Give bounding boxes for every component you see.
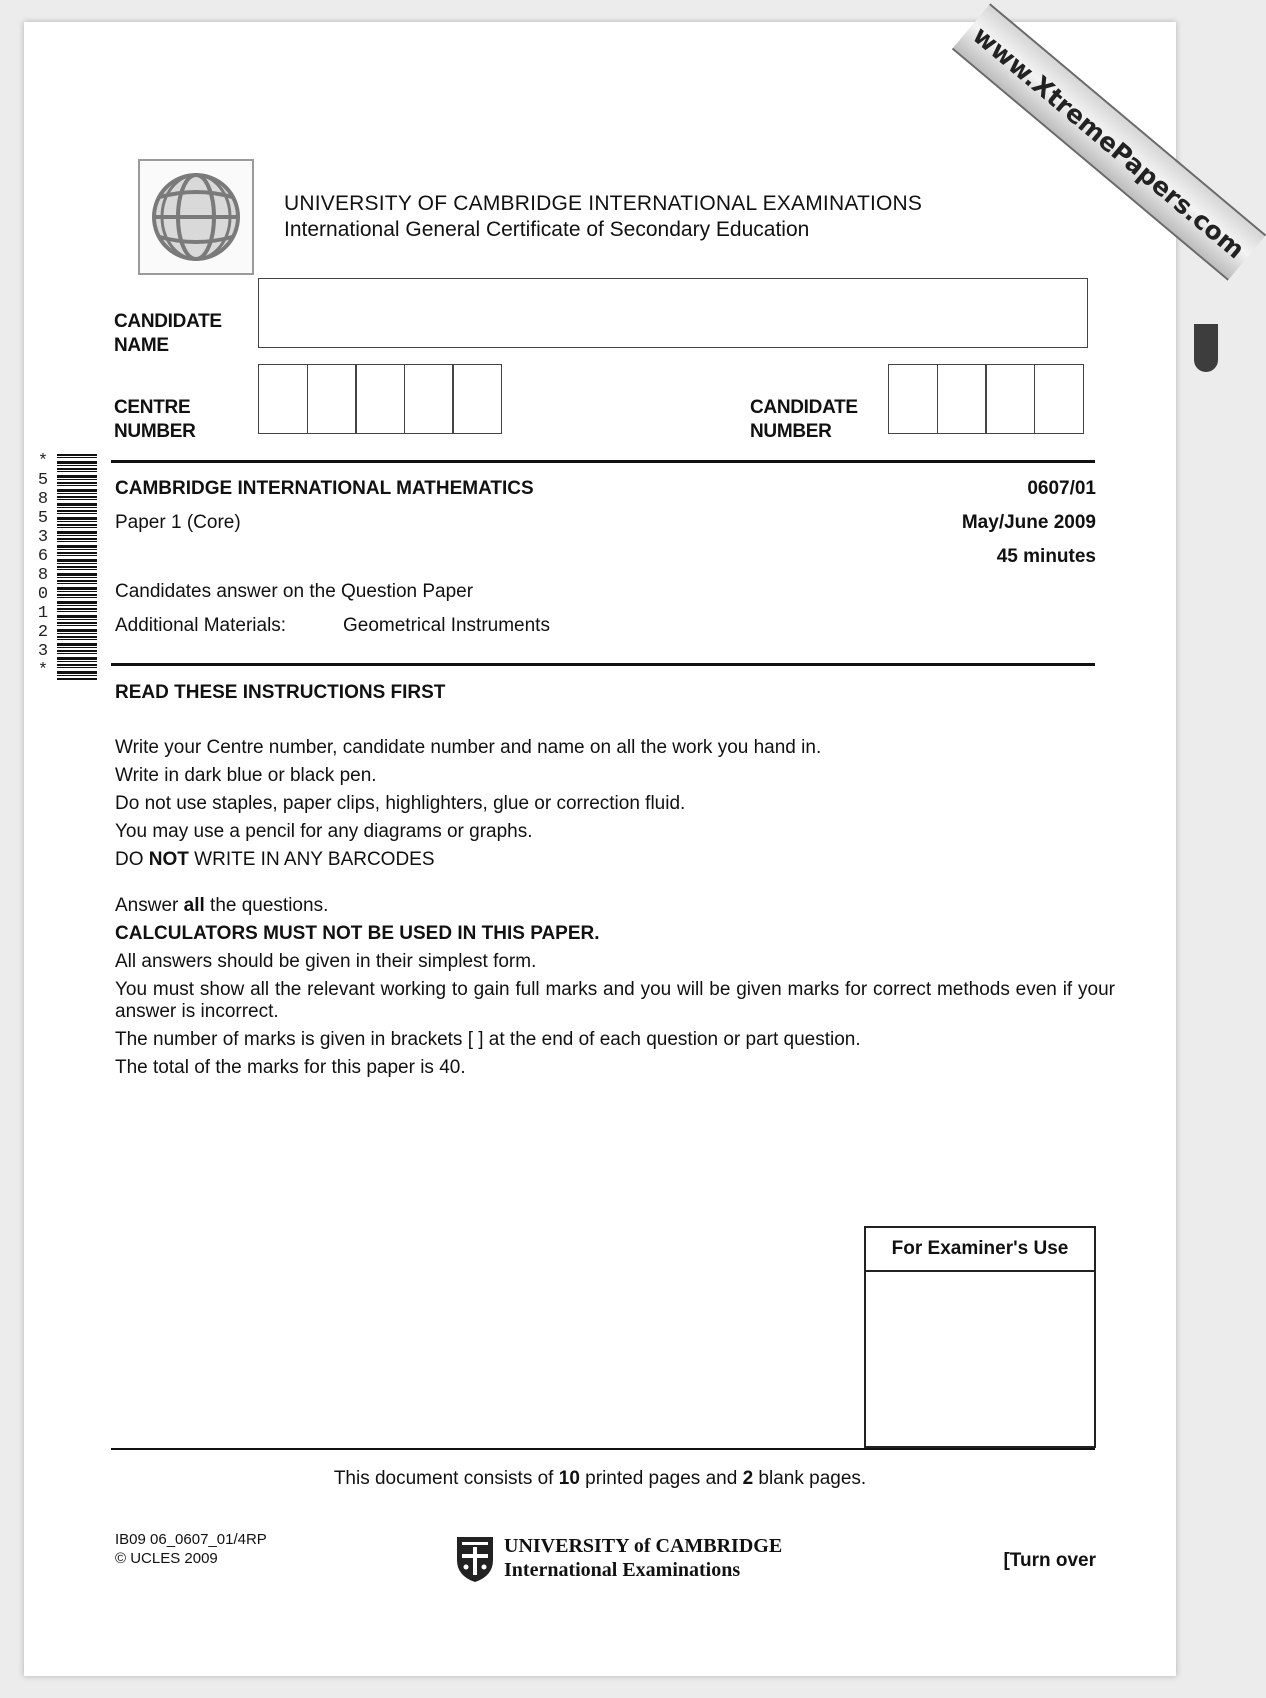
centre-number-boxes [258, 364, 501, 434]
candidate-number-digit-box[interactable] [937, 364, 987, 434]
instruction-text: Answer [115, 895, 184, 916]
blank-pages-count: 2 [742, 1468, 754, 1489]
instruction-line: Write in dark blue or black pen. [115, 765, 377, 786]
page-count-text: blank pages. [753, 1468, 867, 1489]
instructions-heading: READ THESE INSTRUCTIONS FIRST [115, 682, 446, 703]
xtremepapers-ribbon [952, 3, 1266, 280]
examiner-use-heading: For Examiner's Use [866, 1228, 1094, 1272]
instruction-line: Do not use staples, paper clips, highlighters, glue or correction fluid. [115, 793, 686, 814]
document-reference [115, 1530, 267, 1568]
page-count-text: printed pages and [579, 1468, 743, 1489]
cie-globe-logo [138, 159, 254, 275]
candidate-number-digit-box[interactable] [985, 364, 1035, 434]
calculator-warning: CALCULATORS MUST NOT BE USED IN THIS PAPER. [115, 923, 600, 944]
ribbon-text: www.XtremePapers.com [967, 20, 1251, 264]
organisation-title: UNIVERSITY OF CAMBRIDGE INTERNATIONAL EXAMINATIONS [284, 192, 923, 215]
centre-number-label [114, 396, 196, 444]
instruction-text: the questions. [204, 895, 329, 916]
footer-rule [111, 1448, 1095, 1450]
candidate-number-digit-box[interactable] [1034, 364, 1084, 434]
instruction-line [115, 892, 1115, 920]
centre-number-digit-box[interactable] [258, 364, 308, 434]
page-count-text: This document consists of [333, 1468, 559, 1489]
ribbon-fold [1194, 324, 1218, 372]
barcode [57, 454, 97, 680]
qualification-title: International General Certificate of Secondary Education [284, 218, 810, 241]
candidate-number-label [750, 396, 858, 444]
printed-pages-count: 10 [558, 1468, 580, 1489]
candidate-name-label-line2: NAME [114, 335, 169, 356]
copyright: © UCLES 2009 [115, 1550, 218, 1567]
instruction-line [115, 846, 1115, 874]
candidate-number-digit-box[interactable] [888, 364, 938, 434]
candidate-number-label-line1: CANDIDATE [750, 397, 858, 418]
examiner-use-box [864, 1226, 1096, 1448]
subject-title: CAMBRIDGE INTERNATIONAL MATHEMATICS [115, 478, 534, 499]
cambridge-wordmark [504, 1534, 782, 1582]
instructions-block-2 [115, 892, 1115, 1082]
answer-on-paper: Candidates answer on the Question Paper [115, 581, 474, 602]
instruction-line: You may use a pencil for any diagrams or graphs. [115, 821, 533, 842]
turn-over: [Turn over [1003, 1550, 1096, 1571]
instruction-line: All answers should be given in their simplest form. [115, 951, 537, 972]
candidate-number-label-line2: NUMBER [750, 421, 832, 442]
candidate-name-label [114, 310, 222, 358]
wordmark-line1: UNIVERSITY of CAMBRIDGE [504, 1535, 783, 1557]
top-rule [111, 460, 1095, 463]
centre-number-label-line2: NUMBER [114, 421, 196, 442]
session: May/June 2009 [961, 512, 1096, 533]
paper-code: 0607/01 [1027, 478, 1096, 499]
instruction-text: WRITE IN ANY BARCODES [188, 849, 435, 870]
centre-number-digit-box[interactable] [452, 364, 502, 434]
duration: 45 minutes [996, 546, 1096, 567]
centre-number-digit-box[interactable] [404, 364, 454, 434]
instruction-emphasis: NOT [148, 849, 189, 870]
instruction-text: DO [115, 849, 149, 870]
instruction-line: The number of marks is given in brackets [ ] at the end of each question or part question. [115, 1029, 861, 1050]
paper-name: Paper 1 (Core) [115, 512, 241, 533]
exam-paper-page [24, 20, 1251, 1676]
candidate-number-boxes [888, 364, 1082, 434]
candidate-name-label-line1: CANDIDATE [114, 311, 222, 332]
reference-code: IB09 06_0607_01/4RP [115, 1531, 267, 1548]
instruction-line: The total of the marks for this paper is 40. [115, 1057, 466, 1078]
materials-label: Additional Materials: [115, 615, 287, 636]
globe-icon [140, 161, 252, 273]
cambridge-crest-icon [454, 1534, 496, 1584]
centre-number-label-line1: CENTRE [114, 397, 191, 418]
page-count-note [24, 1468, 1176, 1490]
instruction-emphasis: all [183, 895, 205, 916]
instruction-line: You must show all the relevant working to gain full marks and you will be given marks for correct methods even if your answer is incorrect. [115, 979, 1115, 1022]
middle-rule [111, 663, 1095, 666]
candidate-name-field[interactable] [258, 278, 1088, 348]
instruction-line: Write your Centre number, candidate number and name on all the work you hand in. [115, 737, 822, 758]
materials-value: Geometrical Instruments [343, 615, 550, 636]
instructions-block-1 [115, 734, 1115, 874]
centre-number-digit-box[interactable] [355, 364, 405, 434]
centre-number-digit-box[interactable] [307, 364, 357, 434]
wordmark-line2: International Examinations [504, 1559, 741, 1581]
barcode-digits: * 5 8 5 3 6 8 0 1 2 3 * [37, 452, 49, 680]
